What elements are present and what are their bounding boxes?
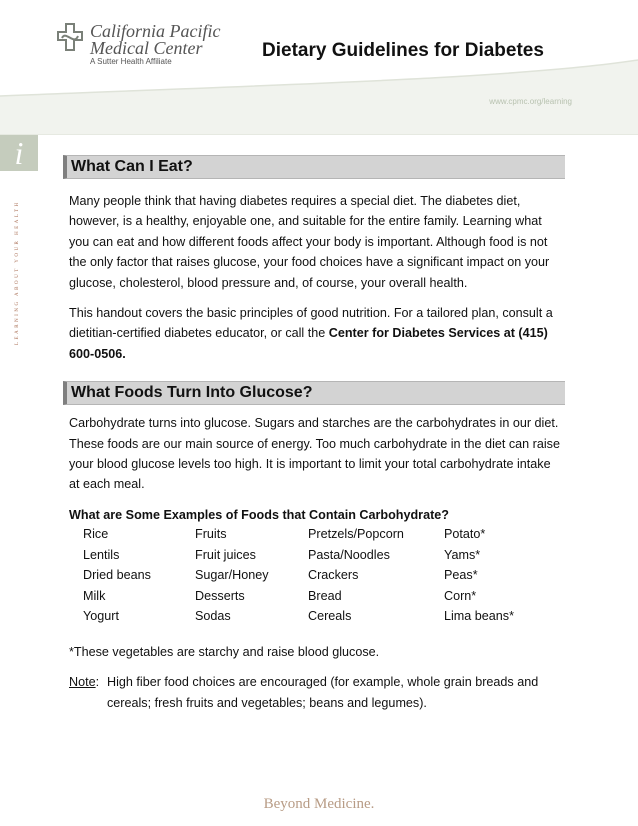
table-cell: Bread (308, 588, 342, 603)
table-cell: Yams* (444, 547, 481, 562)
table-cell: Potato* (444, 527, 486, 542)
main-content (63, 155, 565, 713)
table-cell: Peas* (444, 568, 478, 583)
table-cell: Yogurt (83, 609, 119, 624)
cpmc-logo (56, 22, 256, 72)
org-name-line2: Medical Center (90, 38, 203, 58)
carbohydrate-foods-table (83, 527, 544, 630)
table-cell: Sugar/Honey (195, 568, 269, 583)
table-cell: Sodas (195, 609, 231, 624)
table-cell: Lima beans* (444, 609, 515, 624)
table-row (83, 589, 544, 610)
starchy-footnote: *These vegetables are starchy and raise blood glucose. (69, 644, 380, 659)
table-cell: Crackers (308, 568, 359, 583)
table-cell: Dried beans (83, 568, 151, 583)
table-cell: Pretzels/Popcorn (308, 527, 404, 542)
note-label-text: Note (69, 675, 96, 690)
note-colon: : (95, 675, 100, 690)
page-header (0, 0, 638, 135)
examples-subheading: What are Some Examples of Foods that Contain Carbohydrate? (69, 507, 449, 522)
website-url[interactable]: www.cpmc.org/learning (489, 97, 572, 106)
cross-logo-icon (56, 22, 84, 52)
note-block (63, 672, 565, 713)
section-heading-foods-glucose: What Foods Turn Into Glucose? (63, 381, 565, 405)
table-row (83, 609, 544, 630)
note-label (69, 672, 107, 713)
document-title: Dietary Guidelines for Diabetes (262, 40, 544, 61)
table-cell: Lentils (83, 547, 120, 562)
intro-paragraph: Many people think that having diabetes requires a special diet. The diabetes diet, however, is a healthy, enjoyable one, and suitable for the entire family. Learning what you can eat and how different foods affect your body is important. Although food is not the only factor that raises glucose, your food choices have a significant impact on your glucose, cholesterol, blood pressure and, of course, your overall health. (69, 194, 550, 290)
table-cell: Fruits (195, 527, 227, 542)
table-cell: Desserts (195, 588, 245, 603)
org-name-line1: California Pacific (90, 21, 221, 41)
table-row (83, 548, 544, 569)
diabetes-services-contact: Center for Diabetes Services at (415) 600-0506. (69, 326, 548, 361)
carbohydrate-paragraph: Carbohydrate turns into glucose. Sugars and starches are the carbohydrates in our diet. These foods are our main source of energy. Too much carbohydrate in the diet can raise your blood glucose levels too high. It is important to limit your total carbohydrate intake at each meal. (69, 416, 560, 492)
table-cell: Pasta/Noodles (308, 547, 390, 562)
table-cell: Fruit juices (195, 547, 256, 562)
table-cell: Rice (83, 527, 109, 542)
table-row (83, 527, 544, 548)
note-text: High fiber food choices are encouraged (for example, whole grain breads and cereals; fresh fruits and vegetables; beans and legumes). (107, 675, 539, 710)
sidebar-vertical-text: LEARNING ABOUT YOUR HEALTH (15, 200, 20, 345)
affiliate-text: A Sutter Health Affiliate (90, 57, 172, 66)
table-cell: Milk (83, 588, 106, 603)
handout-text: This handout covers the basic principles of good nutrition. For a tailored plan, consult a dietitian-certified diabetes educator, or call the (69, 306, 553, 341)
table-cell: Cereals (308, 609, 352, 624)
section-heading-what-can-i-eat: What Can I Eat? (63, 155, 565, 179)
info-icon: i (0, 135, 38, 171)
table-row (83, 568, 544, 589)
table-cell: Corn* (444, 588, 477, 603)
handout-paragraph (63, 303, 565, 364)
footer-tagline: Beyond Medicine. (263, 796, 375, 812)
